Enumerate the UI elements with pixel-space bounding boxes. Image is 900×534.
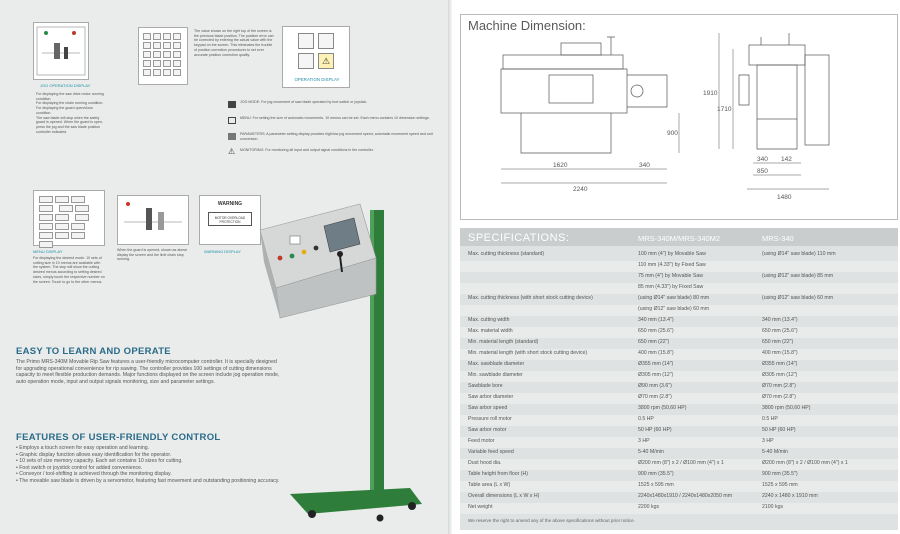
spec-value-mrs340m: 100 mm (4") by Movable Saw bbox=[638, 251, 706, 257]
spec-value-mrs340: 340 mm (13.4") bbox=[762, 317, 798, 323]
keypad-screen bbox=[138, 27, 188, 85]
spec-col-mrs340m: MRS-340M/MRS-340M2 bbox=[638, 234, 721, 243]
spec-label: Saw arbor speed bbox=[468, 405, 508, 411]
op-item-monitoring bbox=[228, 148, 440, 164]
front-view bbox=[501, 37, 667, 153]
spec-label: Variable feed speed bbox=[468, 449, 514, 455]
spec-value-mrs340m: (using Ø14" saw blade) 80 mm bbox=[638, 295, 710, 301]
spec-value-mrs340m: 0.5 HP bbox=[638, 416, 654, 422]
guard-desc: When the guard is opened, shown as above display the screen and the limit chain stop running. bbox=[117, 248, 188, 262]
operation-title: OPERATION DISPLAY bbox=[294, 77, 340, 82]
feature-item: • The movable saw blade is driven by a servomotor, featuring fast movement and outstanding positioning accuracy. bbox=[16, 477, 280, 484]
control-button bbox=[314, 246, 319, 251]
op-item-desc: MONITORING: For monitoring all input and output signal conditions in the controller. bbox=[240, 148, 374, 152]
spec-row bbox=[460, 404, 898, 415]
spec-value-mrs340: 400 mm (15.8") bbox=[762, 350, 798, 356]
warning-title: WARNING bbox=[217, 201, 243, 207]
spec-col-mrs340: MRS-340 bbox=[762, 234, 794, 243]
spec-row bbox=[460, 437, 898, 448]
spec-value-mrs340: Ø355 mm (14") bbox=[762, 361, 798, 367]
jog-desc-2: For displaying the chain running condition. bbox=[36, 101, 104, 106]
op-item-parameters bbox=[228, 132, 440, 148]
spec-value-mrs340m: 650 mm (25.6") bbox=[638, 328, 674, 334]
spec-value-mrs340m: Ø305 mm (12") bbox=[638, 372, 674, 378]
spec-label: Feed motor bbox=[468, 438, 495, 444]
menu-desc: For displaying the desired mode. 10 sets of cutting size in 10 menus are available with the system. The stop will show the cutting desired menus according to setting desired sizes, simply touch the respective number on the screen. Touch to go to the other menus. bbox=[33, 256, 105, 284]
spec-row bbox=[460, 327, 898, 338]
spec-row bbox=[460, 470, 898, 481]
spec-title: SPECIFICATIONS: bbox=[468, 232, 570, 244]
control-button bbox=[278, 256, 283, 261]
jog-screen-diagram bbox=[34, 23, 88, 79]
spec-label: Max. cutting width bbox=[468, 317, 510, 323]
jog-desc-1: For displaying the saw drive motor running condition. bbox=[36, 92, 104, 101]
op-icon-list bbox=[228, 100, 440, 164]
spec-value-mrs340m: 340 mm (13.4") bbox=[638, 317, 674, 323]
caster-wheel bbox=[408, 502, 416, 510]
spec-value-mrs340: 0.5 HP bbox=[762, 416, 778, 422]
spec-row bbox=[460, 294, 898, 305]
meter-gauge bbox=[290, 236, 300, 244]
feature-item: • Conveyor / tool-shifting is achieved through the monitoring display. bbox=[16, 471, 172, 478]
menu-caption: MENU DISPLAY bbox=[33, 249, 63, 254]
spec-value-mrs340: 650 mm (25.6") bbox=[762, 328, 798, 334]
features-list bbox=[16, 445, 281, 485]
spec-row bbox=[460, 481, 898, 492]
pedestal-base bbox=[290, 488, 422, 514]
dim-label: 142 bbox=[781, 156, 792, 163]
spec-value-mrs340m: Ø90 mm (3.6") bbox=[638, 383, 672, 389]
dim-label: 1480 bbox=[777, 194, 792, 201]
spec-value-mrs340: Ø305 mm (12") bbox=[762, 372, 798, 378]
guard-screen bbox=[117, 195, 189, 245]
spec-row bbox=[460, 250, 898, 261]
spec-label: Sawblade bore bbox=[468, 383, 503, 389]
spec-value-mrs340: 50 HP (60 HP) bbox=[762, 427, 796, 433]
op-item-menu bbox=[228, 116, 440, 132]
control-button bbox=[290, 254, 295, 259]
op-item-desc: JOG MODE: For jog movement of saw blade operated by foot switch or joystick. bbox=[240, 100, 368, 104]
spec-header bbox=[460, 228, 898, 246]
specifications-table bbox=[460, 228, 898, 530]
spec-value-mrs340: (using Ø12" saw blade) 85 mm bbox=[762, 273, 834, 279]
spec-row bbox=[460, 492, 898, 503]
spec-value-mrs340: 2100 kgs bbox=[762, 504, 784, 510]
jog-desc bbox=[36, 92, 104, 134]
spec-footnote: We reserve the right to amend any of the above specifications without prior notice. bbox=[468, 518, 635, 523]
spec-label: Max. cutting thickness (with short stock cutting device) bbox=[468, 295, 593, 301]
spec-label: Dust hood dia. bbox=[468, 460, 502, 466]
dim-label: 340 bbox=[639, 162, 650, 169]
spec-value-mrs340m: Ø200 mm (8") x 2 / Ø100 mm (4") x 1 bbox=[638, 460, 724, 466]
spec-value-mrs340m: 2240x1480x1910 / 2240x1480x2050 mm bbox=[638, 493, 733, 499]
spec-row bbox=[460, 382, 898, 393]
spec-label: Overall dimensions (L x W x H) bbox=[468, 493, 540, 499]
dim-label: 1710 bbox=[717, 106, 732, 113]
spec-row bbox=[460, 503, 898, 514]
warning-triangle-icon: ⚠ bbox=[228, 147, 236, 156]
spec-value-mrs340m: 5-40 M/min bbox=[638, 449, 664, 455]
spec-value-mrs340m: 85 mm (4.33") by Fixed Saw bbox=[638, 284, 704, 290]
spec-value-mrs340: 650 mm (22") bbox=[762, 339, 794, 345]
menu-grid bbox=[38, 195, 100, 249]
spec-row bbox=[460, 316, 898, 327]
feature-item: • 10 sets of size memory capacity. Each set contains 10 sizes for cutting. bbox=[16, 458, 183, 465]
jog-desc-3: For displaying the guard open/close condition. bbox=[36, 106, 93, 115]
dim-label: 1910 bbox=[703, 90, 718, 97]
feature-item: • Graphic display function allows easy identification for the operator. bbox=[16, 451, 172, 458]
spec-label: Min. sawblade diameter bbox=[468, 372, 523, 378]
spec-value-mrs340: Ø70 mm (2.8") bbox=[762, 383, 796, 389]
spec-value-mrs340m: 3 HP bbox=[638, 438, 650, 444]
easy-text: The Primo MRS-340M Movable Rip Saw features a user-friendly microcomputer controller. It is specially designed for upgrading operational convenience for rip sawing. The controller provides 100 settings of cutting dimensions capacity to meet flexible production demands. Major functions displayed on the screen include jog operation mode, auto operation mode, input and output signals monitoring, size and parameter settings. bbox=[16, 359, 280, 385]
spec-value-mrs340: 2240 x 1480 x 1910 mm bbox=[762, 493, 818, 499]
easy-title: EASY TO LEARN AND OPERATE bbox=[16, 346, 171, 357]
operation-screen bbox=[282, 26, 350, 88]
op-item-jog bbox=[228, 100, 440, 116]
spec-row bbox=[460, 261, 898, 272]
spec-row bbox=[460, 426, 898, 437]
op-item-desc: PARAMETERS: A parameter setting display provides high/low jog movement speed, automatic movement speed and unit conversion. bbox=[240, 132, 433, 141]
spec-value-mrs340: Ø200 mm (8") x 2 / Ø100 mm (4") x 1 bbox=[762, 460, 848, 466]
dim-label: 1620 bbox=[553, 162, 568, 169]
side-view bbox=[739, 33, 829, 149]
spec-label: Net weight bbox=[468, 504, 493, 510]
control-button bbox=[302, 250, 307, 255]
feature-item: • Foot switch or joystick control for added convenience. bbox=[16, 464, 143, 471]
machine-dimension-drawing bbox=[460, 14, 898, 220]
spec-value-mrs340: Ø70 mm (2.8") bbox=[762, 394, 796, 400]
spec-label: Table area (L x W) bbox=[468, 482, 511, 488]
spec-value-mrs340: (using Ø14" saw blade) 110 mm bbox=[762, 251, 836, 257]
spec-row bbox=[460, 393, 898, 404]
spec-label: Max. material width bbox=[468, 328, 513, 334]
keypad-desc: The value shown on the right top of the screen is the previous blade position. The position error can be corrected by entering the actual value with the keypad on the screen. This eliminates the trouble of position correction procedures to set ever accurate position correction quality. bbox=[194, 29, 274, 57]
dim-label: 850 bbox=[757, 168, 768, 175]
spec-row bbox=[460, 371, 898, 382]
spec-label: Min. material length (with short stock cutting device) bbox=[468, 350, 588, 356]
dimension-svg bbox=[461, 15, 897, 219]
jog-caption: JOG OPERATION DISPLAY bbox=[40, 83, 91, 88]
keypad-grid bbox=[142, 32, 184, 77]
spec-row bbox=[460, 448, 898, 459]
spec-value-mrs340m: (using Ø12" saw blade) 60 mm bbox=[638, 306, 710, 312]
spec-value-mrs340: 5-40 M/min bbox=[762, 449, 788, 455]
spec-label: Saw arbor motor bbox=[468, 427, 507, 433]
features-title: FEATURES OF USER-FRIENDLY CONTROL bbox=[16, 432, 221, 443]
spec-row bbox=[460, 349, 898, 360]
spec-value-mrs340: 1525 x 595 mm bbox=[762, 482, 798, 488]
spec-value-mrs340: (using Ø12" saw blade) 60 mm bbox=[762, 295, 834, 301]
machine-dimension-title: Machine Dimension: bbox=[468, 18, 586, 33]
spec-value-mrs340m: 110 mm (4.33") by Fixed Saw bbox=[638, 262, 706, 268]
spec-row bbox=[460, 459, 898, 470]
warning-text: MOTOR OVERLOAD PROTECTION bbox=[214, 216, 246, 224]
jog-screen bbox=[33, 22, 89, 80]
spec-label: Min. material length (standard) bbox=[468, 339, 539, 345]
spec-value-mrs340m: 50 HP (60 HP) bbox=[638, 427, 672, 433]
dim-label: 340 bbox=[757, 156, 768, 163]
op-item-desc: MENU: For setting the size of automatic movements. 10 menus can be set. Each menu contains 10 dimension settings. bbox=[240, 116, 430, 120]
jog-icon bbox=[228, 101, 236, 108]
spec-label: Pressure roll motor bbox=[468, 416, 512, 422]
guard-screen-diagram bbox=[118, 196, 188, 244]
dim-label: 900 bbox=[667, 130, 678, 137]
spec-label: Max. cutting thickness (standard) bbox=[468, 251, 545, 257]
caster-wheel bbox=[308, 510, 316, 518]
menu-screen bbox=[33, 190, 105, 246]
spec-value-mrs340m: Ø355 mm (14") bbox=[638, 361, 674, 367]
spec-value-mrs340m: 2200 kgs bbox=[638, 504, 660, 510]
spec-row bbox=[460, 305, 898, 316]
spec-value-mrs340m: 1525 x 595 mm bbox=[638, 482, 674, 488]
jog-desc-4: The saw blade will stop when the safety guard is opened. When the guard is open, press the jog and the saw blade position controller indicated. bbox=[36, 115, 103, 134]
spec-row bbox=[460, 272, 898, 283]
spec-value-mrs340m: 900 mm (35.5") bbox=[638, 471, 674, 477]
spec-value-mrs340m: 75 mm (4") by Movable Saw bbox=[638, 273, 703, 279]
menu-icon bbox=[228, 117, 236, 124]
spec-row bbox=[460, 283, 898, 294]
operation-icon-grid: ⚠ bbox=[298, 33, 336, 71]
caster-wheel bbox=[377, 515, 384, 522]
spec-row bbox=[460, 360, 898, 371]
spec-value-mrs340m: 3800 rpm (50,60 HP) bbox=[638, 405, 687, 411]
spec-value-mrs340m: 650 mm (22") bbox=[638, 339, 670, 345]
spec-label: Table height from floor (H) bbox=[468, 471, 528, 477]
dim-label: 2240 bbox=[573, 186, 588, 193]
spec-label: Max. sawblade diameter bbox=[468, 361, 525, 367]
parameters-icon bbox=[228, 133, 236, 140]
spec-value-mrs340: 3 HP bbox=[762, 438, 774, 444]
spec-value-mrs340: 900 mm (35.5") bbox=[762, 471, 798, 477]
spec-value-mrs340: 3800 rpm (50,60 HP) bbox=[762, 405, 811, 411]
spec-label: Saw arbor diameter bbox=[468, 394, 514, 400]
feature-item: • Employs a touch screen for easy operation and learning. bbox=[16, 445, 150, 451]
spec-value-mrs340m: 400 mm (15.8") bbox=[638, 350, 674, 356]
spec-value-mrs340m: Ø70 mm (2.8") bbox=[638, 394, 672, 400]
spec-row bbox=[460, 415, 898, 426]
spec-row bbox=[460, 338, 898, 349]
warning-box bbox=[208, 212, 252, 226]
warning-caption: WARNING DISPLAY bbox=[204, 249, 241, 254]
